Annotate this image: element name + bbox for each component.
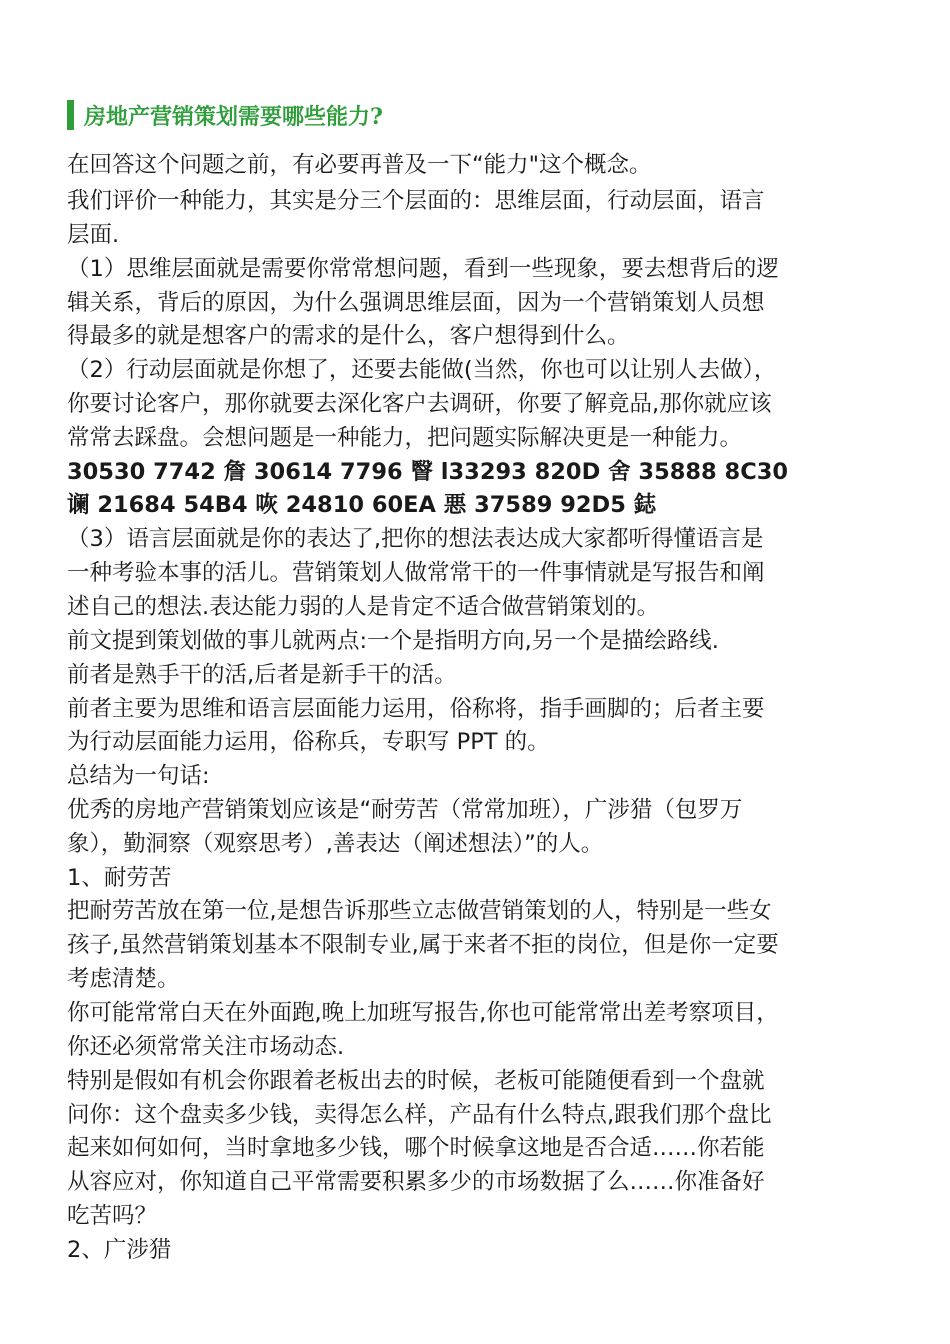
subheading: 2、广涉猎 [67, 1237, 172, 1263]
paragraph-line: 前文提到策划做的事儿就两点:一个是指明方向,另一个是描绘路线. [67, 628, 719, 654]
heading-accent-bar [67, 100, 74, 130]
paragraph-line: （1）思维层面就是需要你常常想问题，看到一些现象，要去想背后的逻 [67, 256, 779, 282]
paragraph-line: 层面. [67, 222, 120, 248]
code-line: 30530 7742 詹 30614 7796 瞖 l33293 820D 舍 35888 8C30 [67, 459, 789, 485]
paragraph-line: 常常去踩盘。会想问题是一种能力，把问题实际解决更是一种能力。 [67, 425, 743, 451]
code-line: 谰 21684 54B4 咴 24810 60EA 悪 37589 92D5 鋕 [67, 492, 657, 518]
paragraph-line: 一种考验本事的活儿。营销策划人做常常干的一件事情就是写报告和阐 [67, 560, 765, 586]
paragraph-line: （2）行动层面就是你想了，还要去能做(当然，你也可以让别人去做）， [67, 357, 777, 383]
paragraph-line: 从容应对，你知道自己平常需要积累多少的市场数据了么……你准备好 [67, 1169, 765, 1195]
paragraph-line: （3）语言层面就是你的表达了,把你的想法表达成大家都听得懂语言是 [67, 526, 764, 552]
paragraph-line: 起来如何如何，当时拿地多少钱，哪个时候拿这地是否合适……你若能 [67, 1135, 765, 1161]
paragraph-line: 你可能常常白天在外面跑,晚上加班写报告,你也可能常常出差考察项目， [67, 1000, 779, 1026]
paragraph-line: 前者主要为思维和语言层面能力运用，俗称将，指手画脚的；后者主要 [67, 696, 765, 722]
paragraph-line: 孩子,虽然营销策划基本不限制专业,属于来者不拒的岗位，但是你一定要 [67, 932, 779, 958]
paragraph-line: 前者是熟手干的活,后者是新手干的活。 [67, 662, 457, 688]
paragraph-line: 吃苦吗？ [67, 1203, 158, 1229]
paragraph-line: 在回答这个问题之前，有必要再普及一下“能力"这个概念。 [67, 152, 652, 178]
paragraph-line: 考虑清楚。 [67, 966, 180, 992]
paragraph-line: 得最多的就是想客户的需求的是什么，客户想得到什么。 [67, 323, 630, 349]
paragraph-line: 总结为一句话: [67, 763, 210, 789]
paragraph-line: 辑关系，背后的原因，为什么强调思维层面，因为一个营销策划人员想 [67, 290, 765, 316]
section-heading [67, 100, 383, 130]
subheading: 1、耐劳苦 [67, 865, 172, 891]
paragraph-line: 我们评价一种能力，其实是分三个层面的：思维层面，行动层面，语言 [67, 188, 765, 214]
paragraph-line: 特别是假如有机会你跟着老板出去的时候，老板可能随便看到一个盘就 [67, 1068, 765, 1094]
paragraph-line: 你还必须常常关注市场动态. [67, 1034, 345, 1060]
paragraph-line: 为行动层面能力运用，俗称兵，专职写 PPT 的。 [67, 729, 550, 755]
section-title: 房地产营销策划需要哪些能力? [84, 103, 383, 130]
paragraph-line: 象），勤洞察（观察思考）,善表达（阐述想法）”的人。 [67, 831, 604, 857]
paragraph-line: 优秀的房地产营销策划应该是“耐劳苦（常常加班），广涉猎（包罗万 [67, 797, 743, 823]
paragraph-line: 述自己的想法.表达能力弱的人是肯定不适合做营销策划的。 [67, 594, 660, 620]
paragraph-line: 问你：这个盘卖多少钱，卖得怎么样，产品有什么特点,跟我们那个盘比 [67, 1102, 772, 1128]
paragraph-line: 你要讨论客户，那你就要去深化客户去调研，你要了解竟品,那你就应该 [67, 391, 772, 417]
paragraph-line: 把耐劳苦放在第一位,是想告诉那些立志做营销策划的人，特别是一些女 [67, 898, 772, 924]
